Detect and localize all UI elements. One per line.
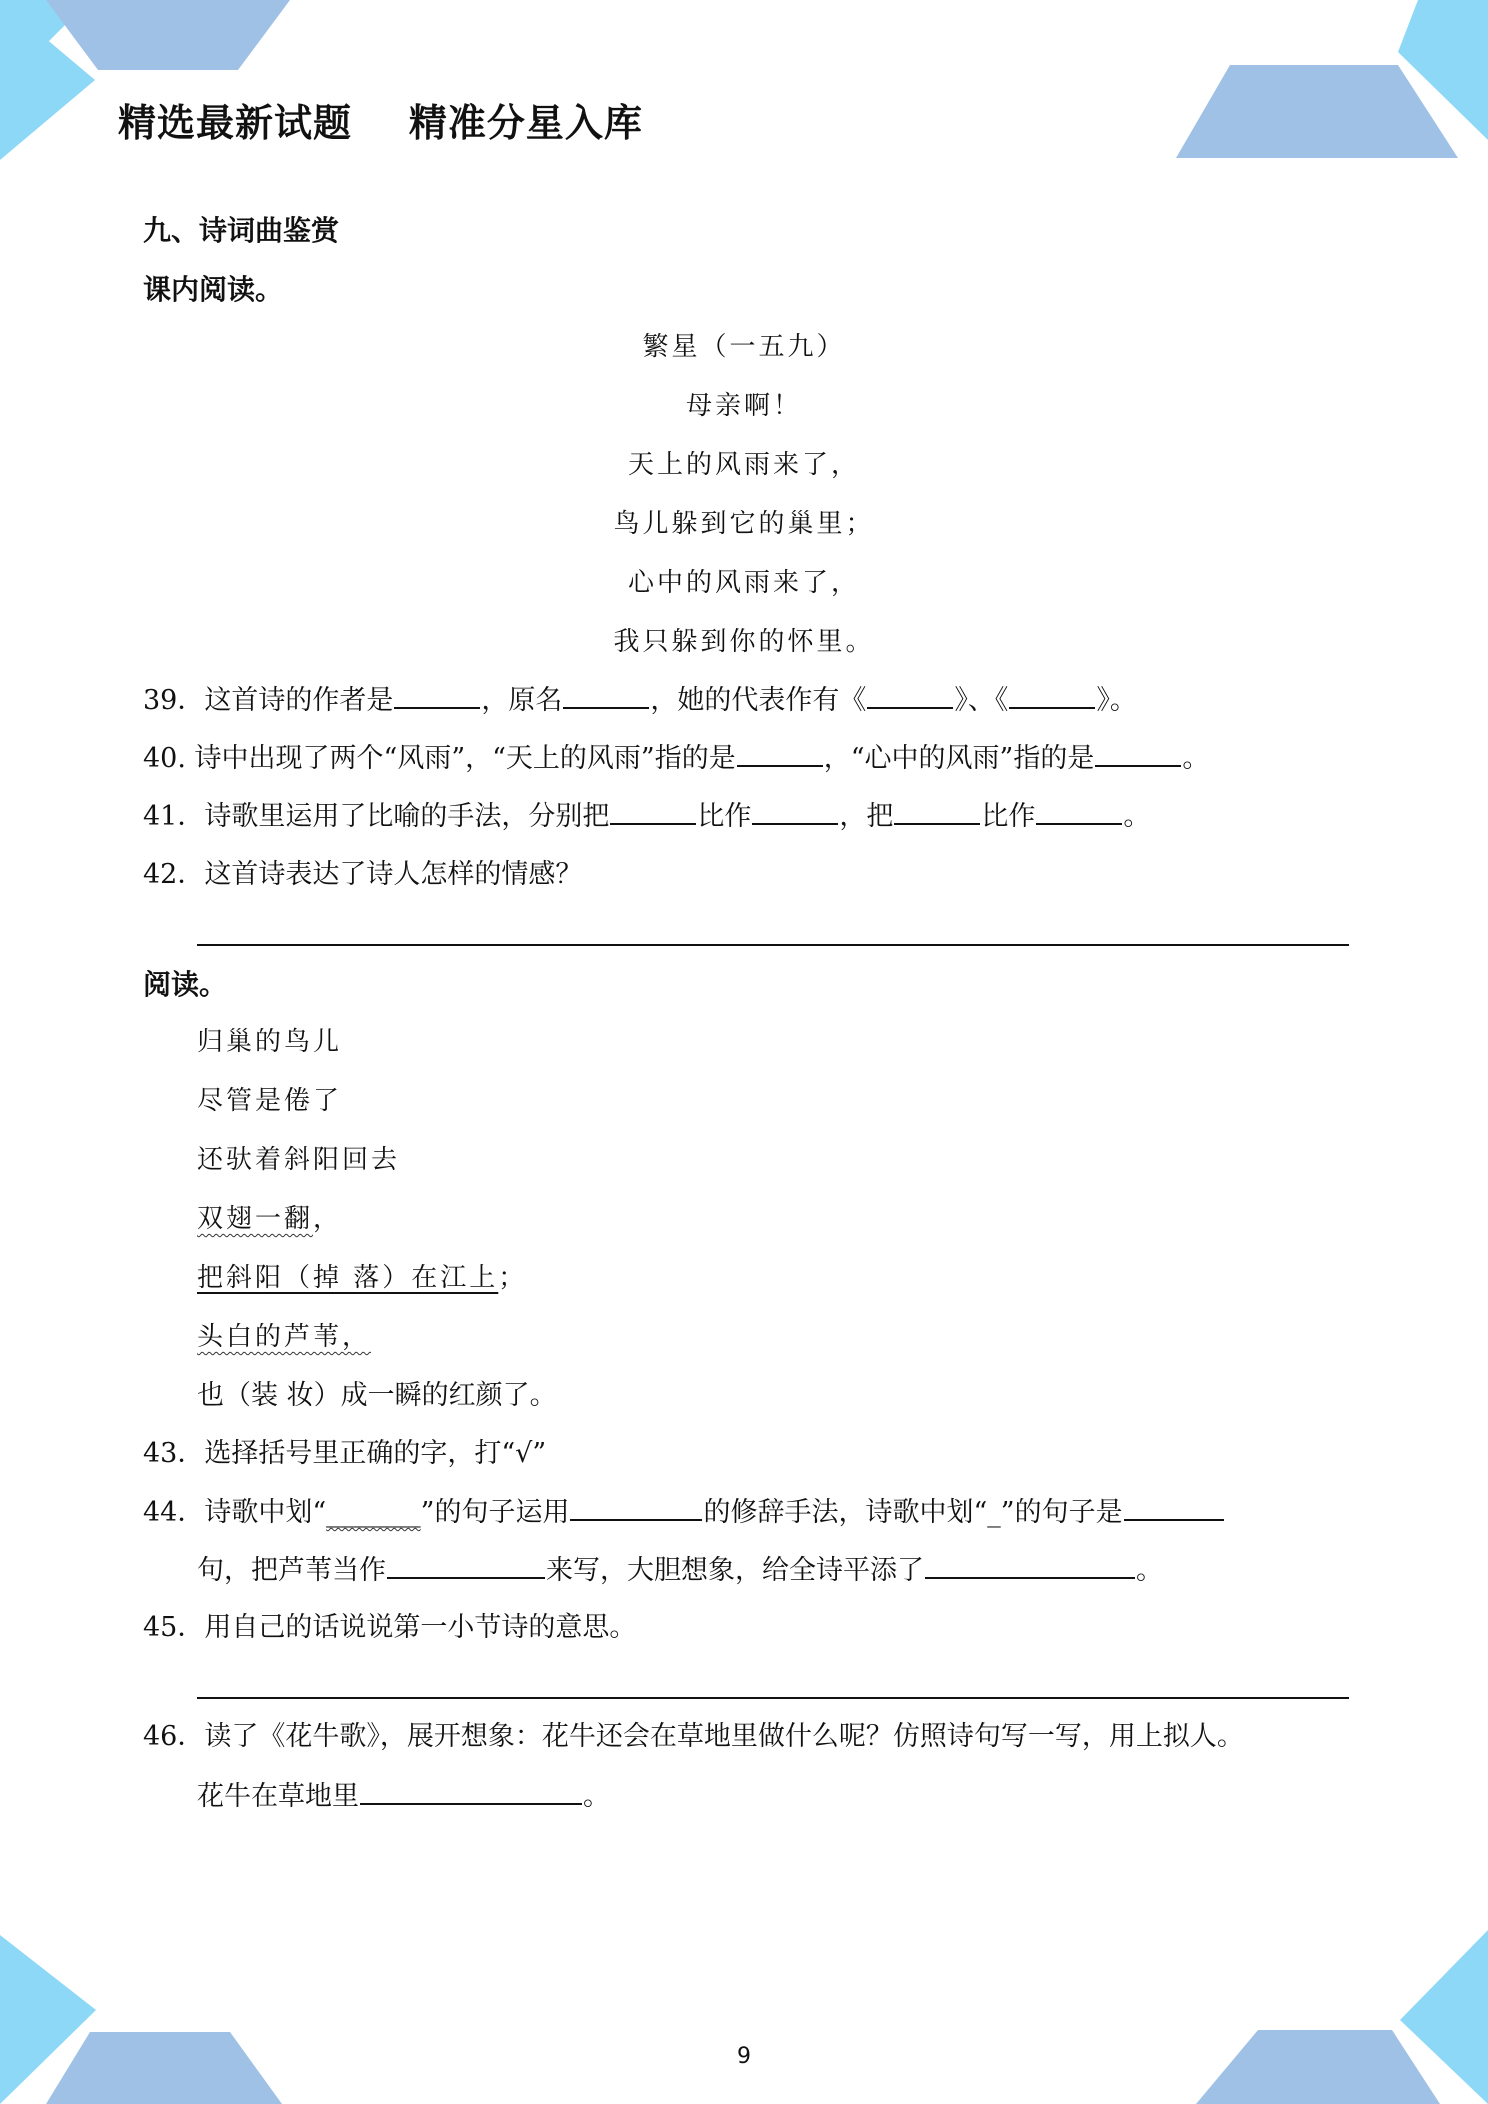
answer-blank[interactable]: [925, 1553, 1135, 1579]
poem1-line: 天上的风雨来了，: [627, 450, 860, 480]
answer-blank[interactable]: [360, 1779, 582, 1805]
answer-line[interactable]: [197, 944, 1349, 946]
answer-blank[interactable]: [752, 799, 838, 825]
question-46: 46．读了《花牛歌》，展开想象：花牛还会在草地里做什么呢？仿照诗句写一写，用上拟人。: [143, 1721, 1244, 1752]
poem1-line: 鸟儿躲到它的巢里；: [613, 509, 875, 539]
answer-blank[interactable]: [737, 741, 823, 767]
question-43: 43．选择括号里正确的字，打“√”: [143, 1438, 547, 1469]
section-heading: 九、诗词曲鉴赏: [143, 214, 340, 247]
poem2-line: 尽管是倦了: [197, 1086, 343, 1116]
poem1-line: 母亲啊！: [685, 391, 802, 421]
poem1-title: 繁星（一五九）: [642, 332, 846, 362]
question-39: 39．这首诗的作者是 ，原名 ，她的代表作有《 》、《 》。: [143, 685, 1137, 716]
answer-blank[interactable]: [570, 1495, 702, 1521]
question-41: 41．诗歌里运用了比喻的手法，分别把 比作 ，把 比作 。: [143, 801, 1151, 832]
question-40: 40. 诗中出现了两个“风雨”，“天上的风雨”指的是 ，“心中的风雨”指的是 。: [143, 743, 1210, 774]
question-44: 44．诗歌中划“_______”的句子运用 的修辞手法，诗歌中划“_”的句子是: [143, 1495, 1225, 1530]
poem2-line: 归巢的鸟儿: [197, 1027, 343, 1057]
answer-blank[interactable]: [1009, 683, 1095, 709]
part2-label: 阅读。: [143, 968, 228, 1001]
answer-blank[interactable]: [1036, 799, 1122, 825]
answer-blank[interactable]: [394, 683, 480, 709]
answer-blank[interactable]: [1095, 741, 1181, 767]
answer-blank[interactable]: [867, 683, 953, 709]
poem1-line: 我只躲到你的怀里。: [613, 627, 875, 657]
answer-blank[interactable]: [563, 683, 649, 709]
answer-line[interactable]: [197, 1697, 1349, 1699]
answer-blank[interactable]: [387, 1553, 545, 1579]
answer-blank[interactable]: [1124, 1495, 1224, 1521]
header-title: 精选最新试题 精准分星入库: [118, 101, 643, 145]
poem2-line: 双翅一翻，: [197, 1204, 343, 1234]
answer-blank[interactable]: [894, 799, 980, 825]
poem2-line: 头白的芦苇，: [197, 1322, 372, 1352]
question-44-cont: 句，把芦苇当作 来写，大胆想象，给全诗平添了 。: [197, 1555, 1163, 1586]
answer-blank[interactable]: [610, 799, 696, 825]
question-46-cont: 花牛在草地里 。: [197, 1781, 610, 1812]
part1-label: 课内阅读。: [143, 273, 284, 306]
page-number: 9: [737, 2044, 751, 2069]
question-45: 45．用自己的话说说第一小节诗的意思。: [143, 1612, 637, 1643]
question-42: 42．这首诗表达了诗人怎样的情感？: [143, 859, 583, 890]
poem1-line: 心中的风雨来了，: [627, 568, 860, 598]
poem2-line: 还驮着斜阳回去: [197, 1145, 401, 1175]
poem2-line: 把斜阳（掉 落）在江上；: [197, 1263, 528, 1293]
poem2-line: 也（装 妆）成一瞬的红颜了。: [197, 1380, 557, 1411]
